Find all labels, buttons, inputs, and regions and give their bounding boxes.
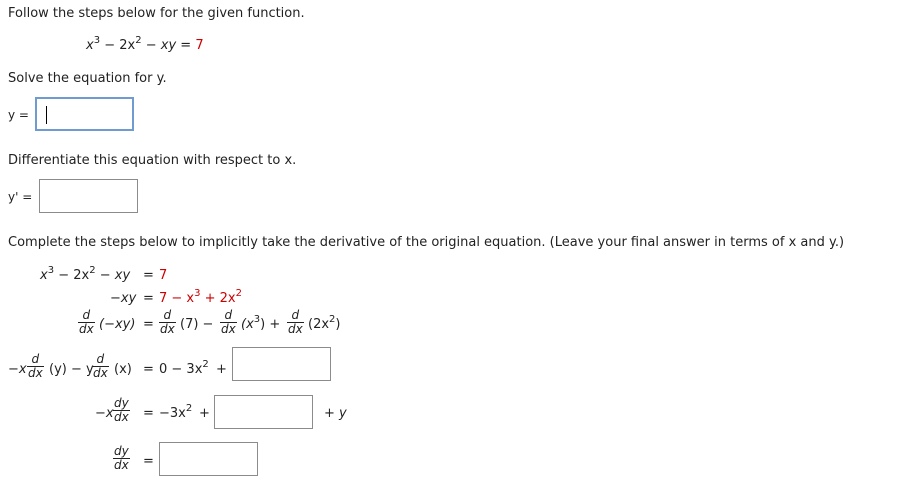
implicit-prompt: Complete the steps below to implicitly take the derivative of the original equation. (Leave your final answer in terms of x and y.) [8, 235, 845, 250]
step4-answer-input[interactable] [232, 347, 331, 381]
step4-plus: + [216, 362, 227, 377]
step4-equals: = [143, 362, 154, 377]
step5-rhs: $-3x^2$ [159, 403, 193, 421]
step4-ddx-1: $\frac{d}{dx}$ [28, 352, 43, 380]
step5-equals: = [143, 406, 154, 421]
step4-prefix: −x [8, 362, 27, 377]
y-answer-input[interactable] [35, 97, 134, 131]
step2-equals: = [143, 291, 154, 306]
step5-tail: + y [324, 406, 347, 421]
step3-term2: $(x^3)$ + [241, 314, 281, 332]
step2-lhs: −xy [110, 291, 137, 306]
yprime-label: y' = [8, 190, 33, 204]
step4-ddx-2: $\frac{d}{dx}$ [93, 352, 108, 380]
final-answer-input[interactable] [159, 442, 258, 476]
step5-dydx: $\frac{dy}{dx}$ [114, 396, 129, 424]
step2-rhs: $7 - x^3 + 2x^2$ [159, 288, 242, 306]
yprime-answer-input[interactable] [39, 179, 138, 213]
y-label: y = [8, 108, 29, 122]
differentiate-prompt: Differentiate this equation with respect to x. [8, 153, 297, 168]
step3-equals: = [143, 317, 154, 332]
step3-lhs: (−xy) [99, 317, 136, 332]
step1-lhs: $x^3 - 2x^2$ − xy [40, 265, 131, 283]
step3-term1: (7) − [180, 317, 214, 332]
given-function: $x^3 - 2x^2$ − xy = 7 [86, 35, 204, 53]
step5-answer-input[interactable] [214, 395, 313, 429]
step4-rhs: $0 - 3x^2$ [159, 359, 209, 377]
step3-ddx: $\frac{d}{dx}$ [79, 308, 94, 336]
step1-rhs: 7 [159, 268, 168, 283]
solve-prompt: Solve the equation for y. [8, 71, 167, 86]
step5-prefix: −x [95, 406, 114, 421]
step3-ddx-3: $\frac{d}{dx}$ [288, 308, 303, 336]
step4-end: (x) [114, 362, 132, 377]
step6-dydx: $\frac{dy}{dx}$ [114, 444, 129, 472]
intro-text: Follow the steps below for the given function. [8, 6, 305, 21]
step4-middle: (y) − y [49, 362, 94, 377]
step3-ddx-2: $\frac{d}{dx}$ [221, 308, 236, 336]
step6-equals: = [143, 454, 154, 469]
step3-term3: $(2x^2)$ [308, 314, 341, 332]
text-cursor [46, 106, 47, 124]
step5-plus: + [199, 406, 210, 421]
step1-equals: = [143, 268, 154, 283]
step3-ddx-1: $\frac{d}{dx}$ [160, 308, 175, 336]
